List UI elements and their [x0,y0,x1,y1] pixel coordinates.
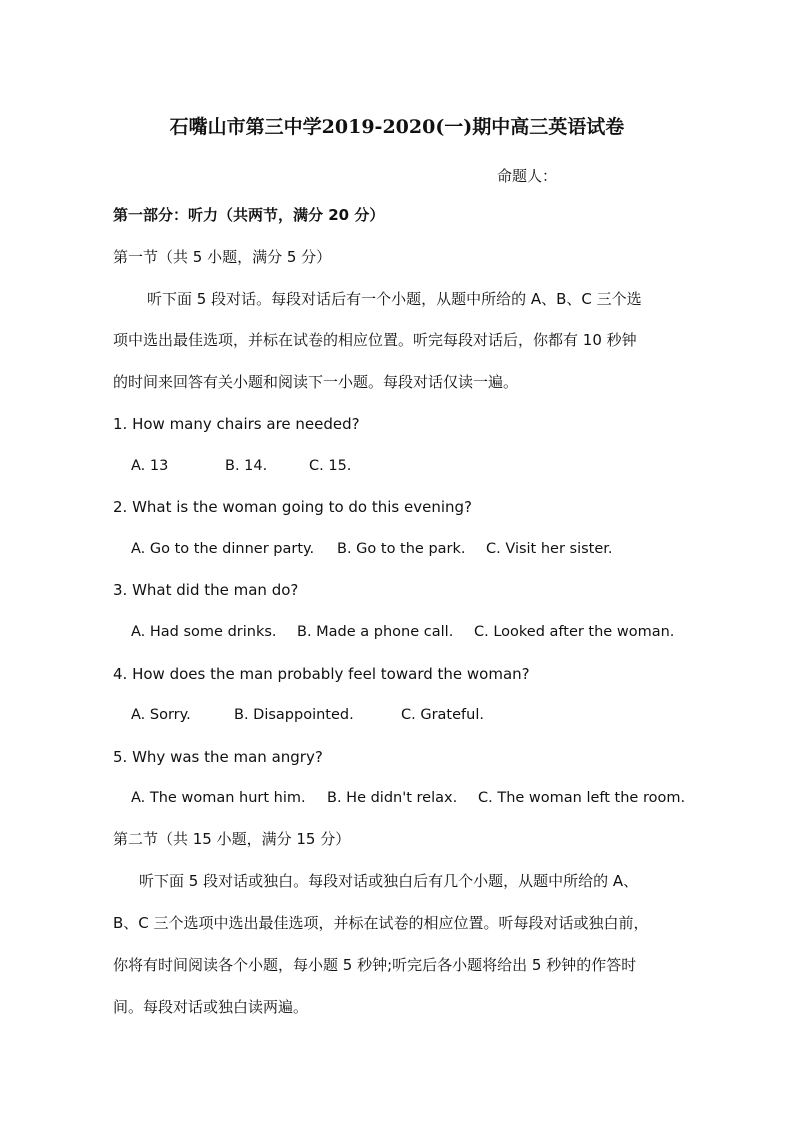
option-a: A. Had some drinks. [131,624,277,640]
section2-instruction-line: B、C 三个选项中选出最佳选项，并标在试卷的相应位置。听每段对话或独白前， [113,914,649,932]
option-a: A. Sorry. [131,707,191,723]
option-c: C. Grateful. [401,707,484,723]
question-2: 2. What is the woman going to do this evening? [113,498,473,516]
question-1: 1. How many chairs are needed? [113,415,360,433]
option-b: B. He didn't relax. [327,790,458,806]
part1-heading: 第一部分：听力（共两节，满分 20 分） [113,206,385,224]
question-5: 5. Why was the man angry? [113,748,323,766]
option-c: C. 15. [309,458,352,474]
option-b: B. 14. [225,458,268,474]
question-3: 3. What did the man do? [113,581,299,599]
section1-heading: 第一节（共 5 小题，满分 5 分） [113,248,332,266]
option-b: B. Disappointed. [234,707,354,723]
page-title: 石嘴山市第三中学2019-2020(一)期中高三英语试卷 [169,116,625,138]
option-a: A. The woman hurt him. [131,790,306,806]
author-label: 命题人： [497,167,558,185]
question-4: 4. How does the man probably feel toward the woman? [113,665,530,683]
section2-instruction-line: 听下面 5 段对话或独白。每段对话或独白后有几个小题，从题中所给的 A、 [139,872,639,890]
option-c: C. Visit her sister. [486,541,613,557]
option-a: A. Go to the dinner party. [131,541,315,557]
section2-instruction-line: 间。每段对话或独白读两遍。 [113,998,309,1016]
option-c: C. Looked after the woman. [474,624,675,640]
section2-heading: 第二节（共 15 小题，满分 15 分） [113,830,351,848]
option-b: B. Made a phone call. [297,624,454,640]
section1-instruction-line: 听下面 5 段对话。每段对话后有一个小题，从题中所给的 A、B、C 三个选 [147,290,642,308]
option-b: B. Go to the park. [337,541,466,557]
section2-instruction-line: 你将有时间阅读各个小题，每小题 5 秒钟;听完后各小题将给出 5 秒钟的作答时 [113,956,637,974]
section1-instruction-line: 的时间来回答有关小题和阅读下一小题。每段对话仅读一遍。 [113,373,519,391]
option-c: C. The woman left the room. [478,790,686,806]
option-a: A. 13 [131,458,169,474]
section1-instruction-line: 项中选出最佳选项，并标在试卷的相应位置。听完每段对话后，你都有 10 秒钟 [113,331,637,349]
